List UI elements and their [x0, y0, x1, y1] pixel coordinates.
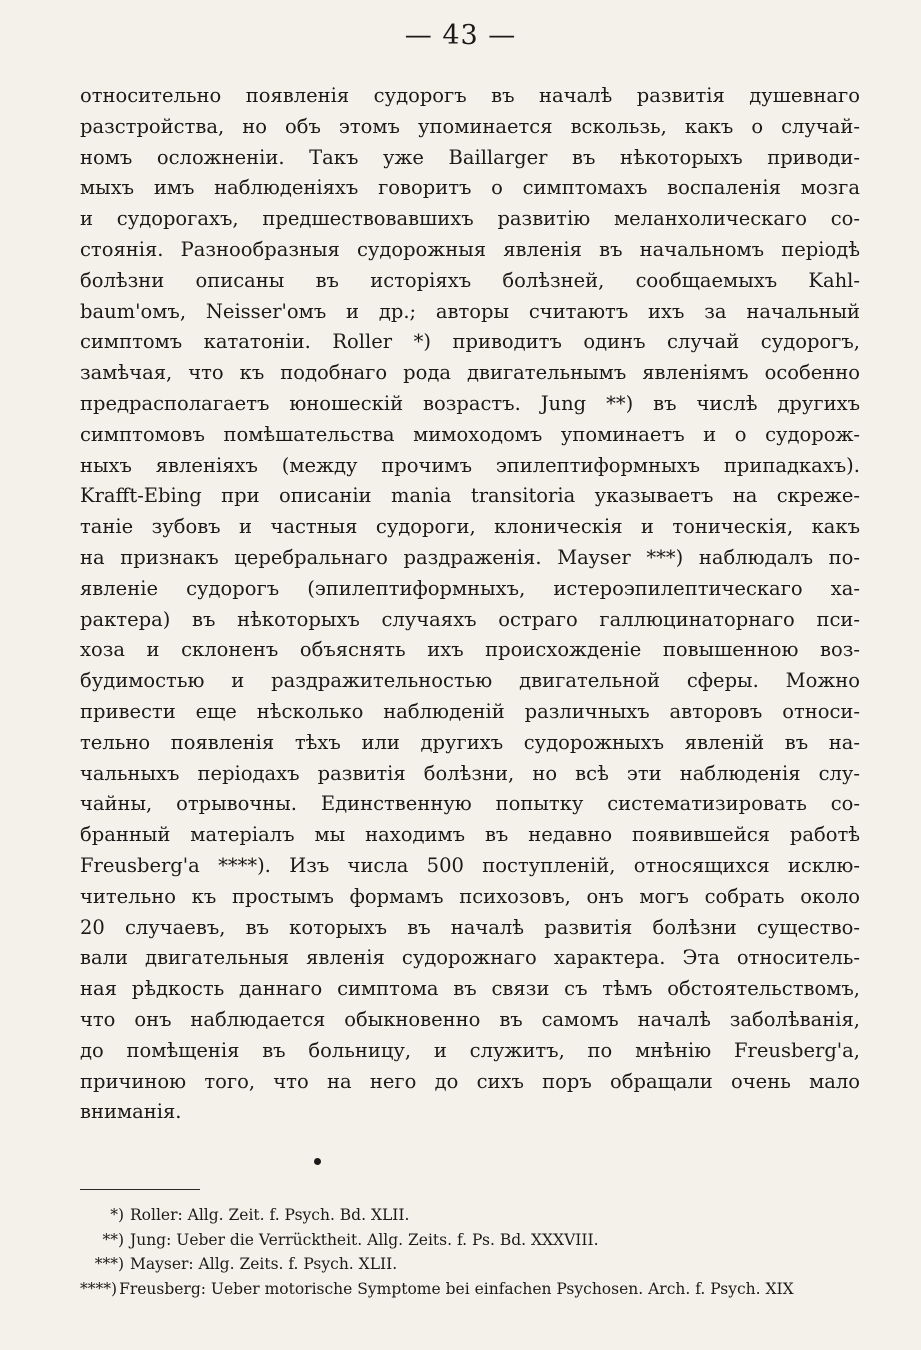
text-line: на признакъ церебральнаго раздраженія. Mayser ***) наблюдалъ по- [80, 545, 860, 569]
text-line: рактера) въ нѣкоторыхъ случаяхъ остраго галлюцинаторнаго пси- [80, 607, 860, 631]
text-line: относительно появленія судорогъ въ началѣ развитія душевнаго [80, 84, 860, 107]
text-line: и судорогахъ, предшествовавшихъ развитію меланхолическаго со- [80, 207, 860, 231]
footnote-text: Roller: Allg. Zeit. f. Psych. Bd. XLII. [130, 1206, 410, 1224]
text-line: 20 случаевъ, въ которыхъ въ началѣ развитія болѣзни существо- [80, 915, 860, 939]
text-line: ная рѣдкость даннаго симптома въ связи съ тѣмъ обстоятельствомъ, [80, 977, 860, 1001]
footnote-text: Mayser: Allg. Zeits. f. Psych. XLII. [130, 1255, 398, 1273]
text-line: замѣчая, что къ подобнаго рода двигательнымъ явленіямъ особенно [80, 361, 860, 385]
text-line: чальныхъ періодахъ развитія болѣзни, но всѣ эти наблюденія слу- [80, 761, 860, 785]
text-line: явленіе судорогъ (эпилептиформныхъ, истероэпилептическаго ха- [80, 576, 860, 600]
text-line: болѣзни описаны въ исторіяхъ болѣзней, сообщаемыхъ Kahl- [80, 268, 860, 292]
page-number: — 43 — [404, 20, 517, 51]
text-line: симптомовъ помѣшательства мимоходомъ упоминаетъ и о судорож- [80, 422, 860, 446]
text-line: ныхъ явленіяхъ (между прочимъ эпилептиформныхъ припадкахъ). [80, 453, 860, 477]
footnote-text: Jung: Ueber die Verrücktheit. Allg. Zeits. f. Ps. Bd. XXXVIII. [130, 1230, 599, 1249]
text-line: номъ осложненіи. Такъ уже Baillarger въ нѣкоторыхъ приводи- [80, 145, 860, 169]
text-line: вали двигательныя явленія судорожнаго характера. Эта относитель- [80, 946, 860, 970]
text-line: симптомъ кататоніи. Roller *) приводитъ одинъ случай судорогъ, [80, 330, 860, 354]
ink-dot [314, 1158, 321, 1165]
text-line: будимостью и раздражительностью двигательной сферы. Можно [80, 669, 860, 693]
text-line: причиною того, что на него до сихъ поръ обращали очень мало [80, 1069, 860, 1093]
footnotes [80, 1203, 865, 1301]
footnote-rule [80, 1189, 200, 1190]
footnote-mark: ***) [94, 1255, 124, 1273]
text-line: тельно появленія тѣхъ или другихъ судорожныхъ явленій въ на- [80, 730, 860, 754]
body-text [80, 81, 860, 1128]
text-line: хоза и склоненъ объяснять ихъ происхожденіе повышенною воз- [80, 638, 860, 662]
text-line: Freusberg'a ****). Изъ числа 500 поступленій, относящихся исклю- [80, 853, 860, 877]
footnote-mark: **) [102, 1230, 124, 1249]
footnote [80, 1277, 865, 1302]
footnote [80, 1228, 865, 1253]
text-line: разстройства, но объ этомъ упоминается вскользь, какъ о случай- [80, 114, 860, 138]
text-line: что онъ наблюдается обыкновенно въ самомъ началѣ заболѣванія, [80, 1007, 860, 1031]
text-line: стоянія. Разнообразныя судорожныя явленія въ начальномъ періодѣ [80, 237, 860, 261]
text-line: таніе зубовъ и частныя судороги, клоническія и тоническія, какъ [80, 515, 860, 539]
footnote-mark: *) [110, 1206, 124, 1224]
text-line: чайны, отрывочны. Единственную попытку систематизировать со- [80, 792, 860, 816]
footnote-mark: ****) [80, 1279, 118, 1298]
text-line: до помѣщенія въ больницу, и служитъ, по мнѣнію Freusberg'a, [80, 1038, 860, 1062]
footnote [80, 1252, 865, 1277]
text-line: baum'омъ, Neisser'омъ и др.; авторы считаютъ ихъ за начальный [80, 299, 860, 323]
text-line: мыхъ имъ наблюденіяхъ говоритъ о симптомахъ воспаленія мозга [80, 176, 860, 200]
text-line: бранный матеріалъ мы находимъ въ недавно появившейся работѣ [80, 823, 860, 847]
text-line: чительно къ простымъ формамъ психозовъ, онъ могъ собрать около [80, 884, 860, 908]
footnote [80, 1203, 865, 1228]
footnote-text: Freusberg: Ueber motorische Symptome bei einfachen Psychosen. Arch. f. Psych. XIX [119, 1279, 794, 1298]
text-line: Krafft-Ebing при описаніи mania transitoria указываетъ на скреже- [80, 484, 860, 508]
text-line: привести еще нѣсколько наблюденій различныхъ авторовъ относи- [80, 699, 860, 723]
text-line-last: вниманія. [80, 1100, 182, 1124]
text-line: предрасполагаетъ юношескій возрастъ. Jung **) въ числѣ другихъ [80, 391, 860, 415]
